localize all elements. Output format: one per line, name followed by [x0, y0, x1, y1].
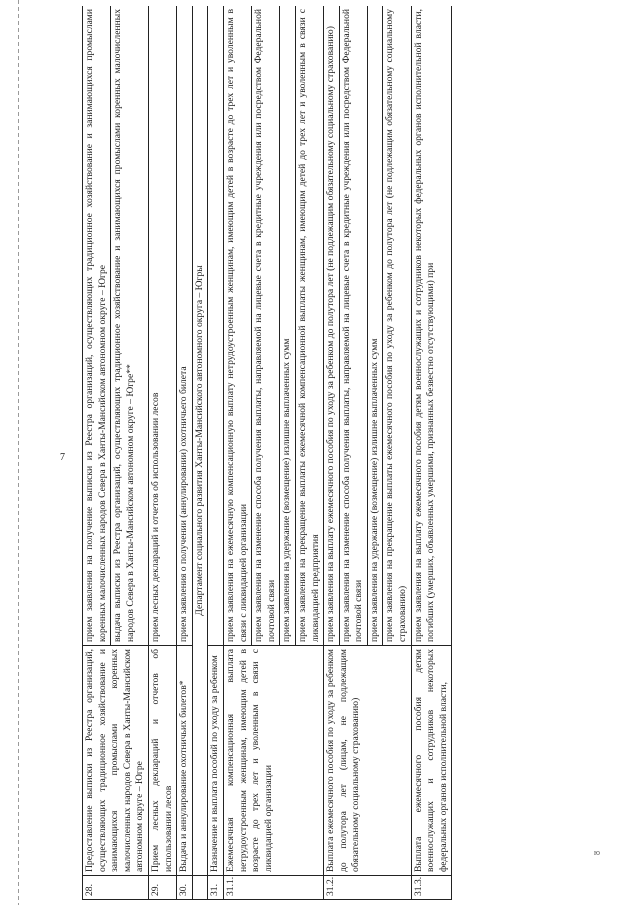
service-name: Ежемесячная компенсационная выплата нетрудоустроенным женщинам, имеющим детей в возрасте до трех лет и уволенным в связи с ликвидацией организации [223, 646, 323, 876]
section-row [208, 6, 224, 900]
table-row [411, 6, 452, 900]
row-number: 30. [177, 876, 193, 900]
sub-actions-table [177, 6, 192, 645]
sub-action-row [252, 6, 280, 645]
sub-action-text: выдача выписки из Реестра организаций, осуществляющих традиционное хозяйствование и занимающихся промыслами коренных малочисленных народов Севера в Ханты-Мансийском автономном округе – Югре** [112, 9, 136, 642]
sub-actions-table [412, 6, 439, 645]
table-row [223, 6, 323, 900]
sub-action-text: прием заявления на прекращение выплаты ежемесячной компенсационной выплаты женщинам, имеющим детей до трех лет и уволенным в связи с ликвидацией предприятия [296, 9, 321, 642]
page-number: 7 [60, 452, 65, 463]
row-number [192, 876, 208, 900]
sub-action-text: прием заявления на удержание (возмещение) излишне выплаченных сумм [367, 6, 383, 645]
services-table-wrap [82, 6, 572, 900]
sub-action-row [83, 6, 111, 645]
row-number: 31. [208, 876, 224, 900]
sub-action-text: прием заявления на прекращение выплаты ежемесячного пособия по уходу за ребенком до полутора лет (не подлежащим обязательному социальному страхованию) [384, 9, 409, 642]
sub-actions-cell [411, 6, 452, 646]
row-number: 31.3. [411, 876, 452, 900]
services-table [82, 6, 452, 900]
sub-action-text: прием заявления на изменение способа получения выплаты, направляемой на лицевые счета в кредитные учреждения или посредством Федеральной почтовой связи [252, 6, 280, 645]
sub-actions-cell [223, 6, 323, 646]
sub-action-row [383, 6, 411, 645]
empty-cell [208, 6, 224, 646]
service-name: Предоставление выписки из Реестра организаций, осуществляющих традиционное хозяйствование и занимающихся промыслами коренных малочисленных народов Севера в Ханты-Мансийском автономном округе – Югре [83, 646, 149, 876]
sub-action-row [367, 6, 383, 645]
section-name: Назначение и выплата пособий по уходу за ребенком [208, 646, 224, 876]
sub-actions-cell [324, 6, 412, 646]
sub-actions-cell [83, 6, 149, 646]
sub-action-row [280, 6, 296, 645]
row-number: 31.1. [223, 876, 323, 900]
sub-action-row [224, 6, 252, 645]
sub-action-text: прием заявления на получение выписки из Реестра организаций, осуществляющих традиционное хозяйствование и занимающихся промыслами коренных малочисленных народов Севера в Ханты-Мансийском автономном округе – Югре [83, 6, 111, 645]
service-name: Прием лесных деклараций и отчетов об использовании лесов [148, 646, 176, 876]
sub-action-text: прием заявления на выплату ежемесячного пособия детям военнослужащих и сотрудников некоторых федеральных органов исполнительной власти, погибших (умерших, объявленных умершими, признанных безвестно отсутствующими) при [412, 9, 437, 642]
sub-action-row [412, 6, 439, 645]
table-row [148, 6, 176, 900]
sub-action-text: прием лесных деклараций и отчетов об использовании лесов [149, 392, 161, 642]
sub-action-row [177, 6, 192, 645]
sub-actions-table [149, 6, 164, 645]
sub-actions-table [224, 6, 323, 645]
department-row [192, 6, 208, 900]
rotated-table-frame [82, 6, 572, 900]
sub-action-row [324, 6, 339, 645]
sub-action-text: прием заявления на удержание (возмещение) излишне выплаченных сумм [280, 6, 296, 645]
sub-actions-cell [177, 6, 193, 646]
sub-action-text: прием заявления на изменение способа получения выплаты, направляемой на лицевые счета в кредитные учреждения или посредством Федеральной почтовой связи [339, 6, 367, 645]
sub-action-row [111, 6, 139, 645]
row-number: 31.2. [324, 876, 412, 900]
table-row [324, 6, 412, 900]
department-title: Департамент социального развития Ханты-Мансийского автономного округа – Югры [192, 6, 208, 876]
table-row [83, 6, 149, 900]
sub-action-text: прием заявления на ежемесячную компенсационную выплату нетрудоустроенным женщинам, имеющим детей в возрасте до трех лет и уволенным в связи с ликвидацией организации [224, 6, 252, 645]
sub-action-row [339, 6, 367, 645]
sub-actions-table [83, 6, 138, 645]
services-table-body [83, 6, 452, 900]
sub-action-text: прием заявления о получении (аннулировании) охотничьего билета [178, 366, 190, 642]
margin-mark: ю [594, 848, 600, 857]
table-row [177, 6, 193, 900]
service-name: Выдача и аннулирование охотничьих билетов* [177, 646, 193, 876]
scan-edge [18, 0, 19, 905]
row-number: 28. [83, 876, 149, 900]
service-name: Выплата ежемесячного пособия по уходу за ребенком до полутора лет (лицам, не подлежащим обязательному социальному страхованию) [324, 646, 412, 876]
sub-actions-table [324, 6, 411, 645]
sub-action-row [295, 6, 323, 645]
sub-action-text: прием заявления на выплату ежемесячного пособия по уходу за ребенком до полутора лет (не подлежащим обязательному социальному страхованию) [324, 6, 339, 645]
row-number: 29. [148, 876, 176, 900]
service-name: Выплата ежемесячного пособия детям военнослужащих и сотрудников некоторых федеральных органов исполнительной власти, [411, 646, 452, 876]
sub-action-row [149, 6, 164, 645]
sub-actions-cell [148, 6, 176, 646]
